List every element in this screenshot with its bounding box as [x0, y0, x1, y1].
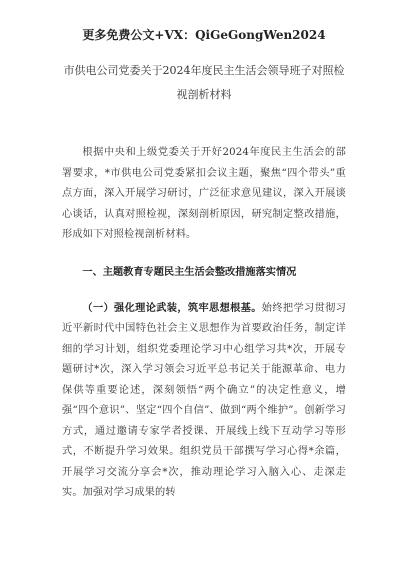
subsection-body-1: 始终把学习贯彻习近平新时代中国特色社会主义思想作为首要政治任务，制定详细的学习计划，组织党委理论学习中心组学习共*次，开展专题研讨*次，深入学习领会习近平总书记关于能源革命、电力保供等重要论述，深刻领悟“两个确立”的决定性意义，增强“四个意识”、坚定“四个自信”、做到“两个维护”。创新学习方式，通过邀请专家学者授课、开展线上线下互动学习等形式，不断提升学习效果。组织党员干部撰写学习心得*余篇，开展学习交流分享会*次，推动理论学习入脑入心、走深走实。加强对学习成果的转 — [62, 302, 346, 498]
watermark-header: 更多免费公文+VX：QiGeGongWen2024 — [82, 28, 326, 42]
document-title — [62, 59, 346, 107]
title-line-2: 视剖析材料 — [176, 88, 232, 101]
title-line-1: 市供电公司党委关于2024年度民主生活会领导班子对照检 — [63, 64, 345, 77]
intro-paragraph: 根据中央和上级党委关于开好2024年度民主生活会的部署要求，*市供电公司党委紧扣会议主题，聚焦“四个带头”重点方面，深入开展学习研讨，广泛征求意见建议，深入开展谈心谈话，认真对照检视，深刻剖析原因，研究制定整改措施，形成如下对照检视剖析材料。 — [62, 147, 346, 240]
subsection-paragraph-1 — [62, 298, 346, 504]
subsection-heading-1: （一）强化理论武装，筑牢思想根基。 — [82, 301, 262, 314]
section-heading-1: 一、主题教育专题民主生活会整改措施落实情况 — [82, 265, 297, 278]
